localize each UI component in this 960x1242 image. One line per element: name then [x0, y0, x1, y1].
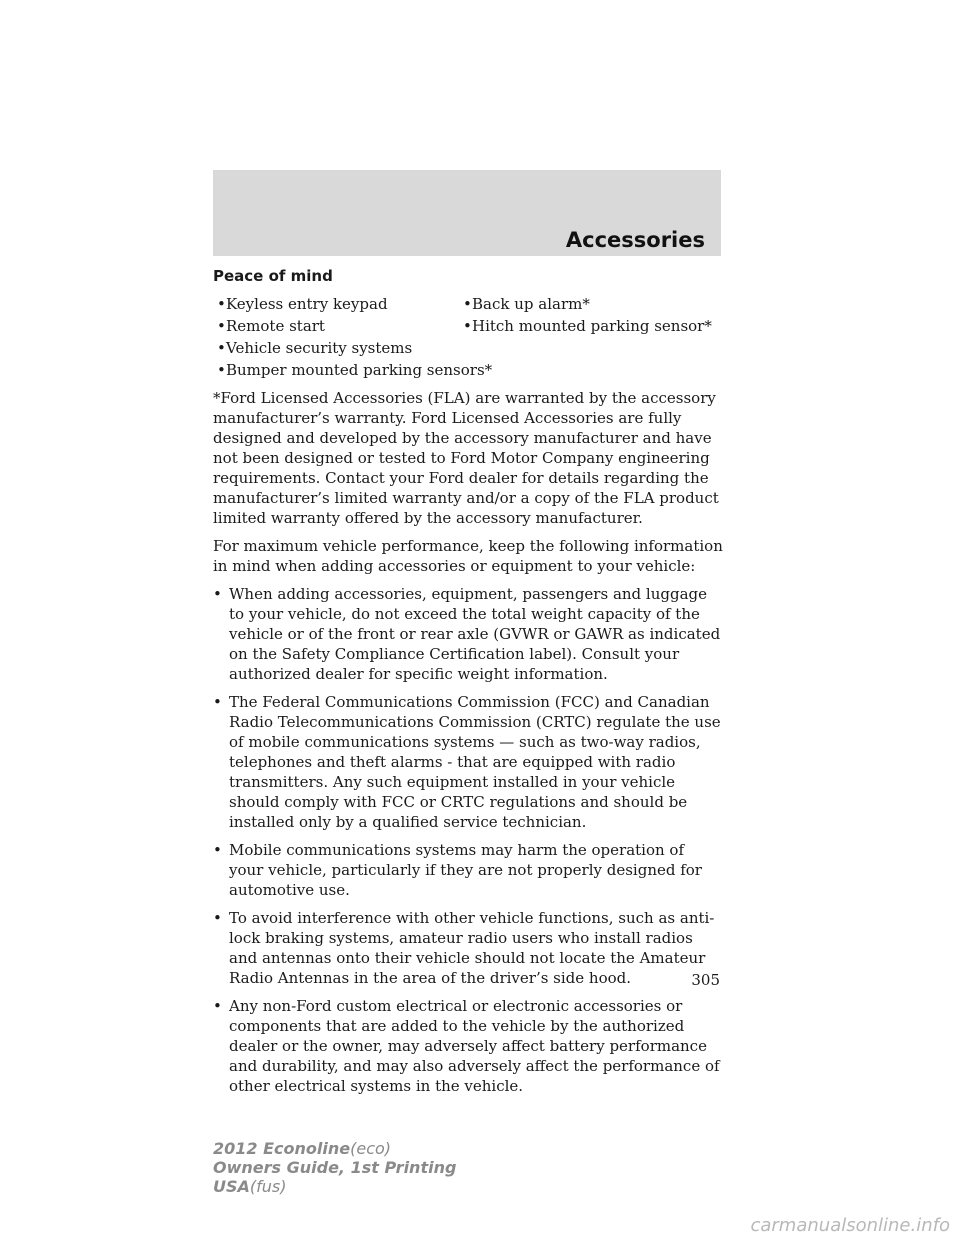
footer-market-code: (fus)	[249, 1177, 287, 1196]
list-item: •Remote start	[217, 317, 325, 335]
list-item: • Any non-Ford custom electrical or electronic accessories or components that are added to the vehicle by the authorized dealer or the owner, may adversely affect battery performance and durability, and may also adversely affect the performance of other electrical systems in the vehicle.	[213, 997, 720, 1095]
list-item: • To avoid interference with other vehicle functions, such as anti-lock braking systems, amateur radio users who install radios and antennas onto their vehicle should not locate the Amateur Radio Antennas in the area of the driver’s side hood.	[213, 909, 715, 987]
list-item: •Back up alarm*	[463, 295, 590, 313]
document-footer	[213, 1139, 456, 1196]
section-header-band	[213, 170, 721, 256]
list-item: • Mobile communications systems may harm the operation of your vehicle, particularly if they are not properly designed for automotive use.	[213, 841, 702, 899]
list-item: • When adding accessories, equipment, passengers and luggage to your vehicle, do not exceed the total weight capacity of the vehicle or of the front or rear axle (GVWR or GAWR as indicated on the Safety Compliance Certification label). Consult your authorized dealer for specific weight information.	[213, 585, 721, 683]
intro-paragraph: For maximum vehicle performance, keep the following information in mind when adding accessories or equipment to your vehicle:	[213, 537, 723, 575]
page-content	[213, 266, 723, 1104]
footer-market: USA	[213, 1177, 250, 1196]
section-heading: Peace of mind	[213, 267, 333, 285]
list-item: • The Federal Communications Commission (FCC) and Canadian Radio Telecommunications Commission (CRTC) regulate the use of mobile communications systems — such as two-way radios, telephones and theft alarms - that are equipped with radio transmitters. Any such equipment installed in your vehicle should comply with FCC or CRTC regulations and should be installed only by a qualified service technician.	[213, 693, 721, 831]
footer-model: 2012 Econoline	[213, 1139, 351, 1158]
list-item: •Vehicle security systems	[217, 339, 413, 357]
footer-model-code: (eco)	[350, 1139, 392, 1158]
list-item: •Hitch mounted parking sensor*	[463, 317, 712, 335]
list-item: •Keyless entry keypad	[217, 295, 388, 313]
watermark: carmanualsonline.info	[750, 1215, 950, 1236]
section-title: Accessories	[565, 228, 705, 252]
warranty-paragraph: *Ford Licensed Accessories (FLA) are warranted by the accessory manufacturer’s warranty. Ford Licensed Accessories are fully designed and developed by the accessory manufacturer and have not been designed or tested to Ford Motor Company engineering requirements. Contact your Ford dealer for details regarding the manufacturer’s limited warranty and/or a copy of the FLA product limited warranty offered by the accessory manufacturer.	[213, 389, 719, 527]
guidelines-list	[213, 584, 723, 1096]
footer-guide: Owners Guide, 1st Printing	[213, 1158, 457, 1177]
page-number: 305	[691, 971, 720, 989]
accessory-list	[213, 294, 723, 382]
list-item: •Bumper mounted parking sensors*	[217, 361, 493, 379]
